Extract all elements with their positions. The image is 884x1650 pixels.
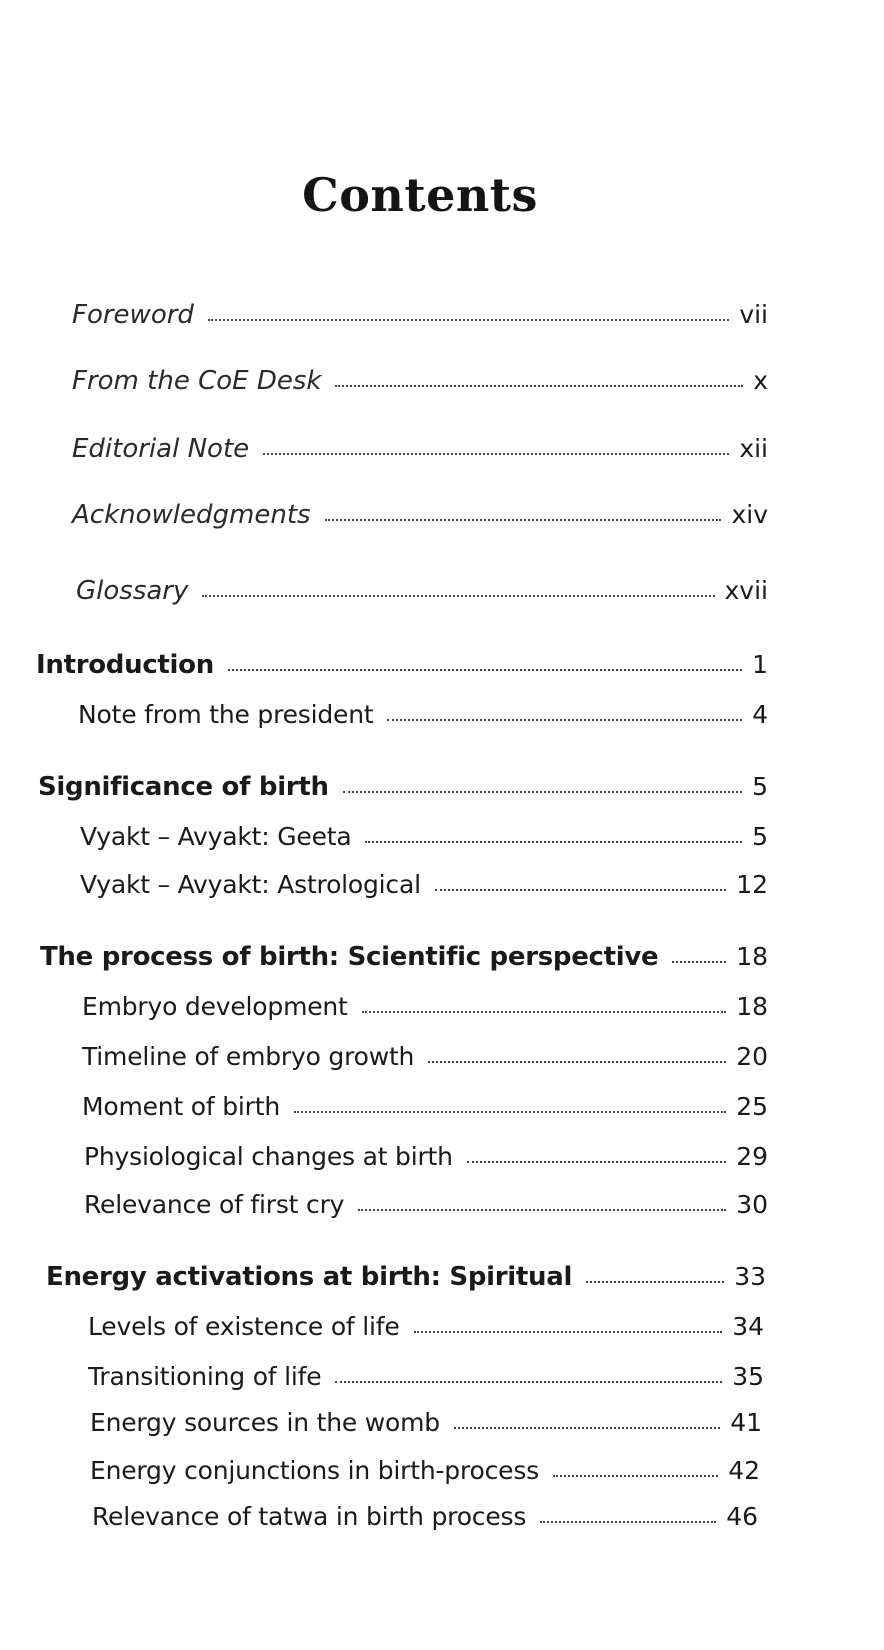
toc-section-embryo-development[interactable]	[82, 992, 768, 1021]
dot-leader	[228, 669, 742, 671]
toc-section-label: Energy conjunctions in birth-process	[90, 1456, 539, 1485]
toc-page-number: 12	[736, 870, 768, 899]
toc-entry-acknowledgments[interactable]	[72, 500, 768, 530]
toc-section-moment-of-birth[interactable]	[82, 1092, 768, 1121]
toc-page-number: 29	[736, 1142, 768, 1171]
dot-leader	[553, 1475, 718, 1477]
toc-chapter-process-of-birth[interactable]	[40, 942, 768, 972]
toc-section-label: Energy sources in the womb	[90, 1408, 440, 1437]
toc-section-physiological[interactable]	[84, 1142, 768, 1171]
toc-section-first-cry[interactable]	[84, 1190, 768, 1219]
dot-leader	[435, 889, 726, 891]
toc-chapter-label: The process of birth: Scientific perspective	[40, 942, 659, 972]
toc-chapter-label: Introduction	[36, 650, 214, 680]
toc-entry-label: Acknowledgments	[72, 500, 311, 530]
toc-page-number: x	[753, 366, 768, 395]
toc-entry-glossary[interactable]	[76, 576, 768, 606]
dot-leader	[672, 961, 726, 963]
toc-page-number: xvii	[724, 576, 768, 605]
dot-leader	[343, 791, 742, 793]
dot-leader	[202, 595, 714, 597]
toc-page-number: 20	[736, 1042, 768, 1071]
dot-leader	[387, 719, 742, 721]
toc-page-number: 5	[752, 772, 768, 801]
toc-section-label: Transitioning of life	[88, 1362, 322, 1391]
toc-entry-label: Editorial Note	[72, 434, 250, 464]
toc-section-label: Timeline of embryo growth	[82, 1042, 415, 1071]
dot-leader	[428, 1061, 726, 1063]
toc-chapter-energy-activations[interactable]	[46, 1262, 766, 1292]
toc-section-geeta[interactable]	[80, 822, 768, 851]
toc-page-number: 18	[736, 942, 768, 971]
dot-leader	[294, 1111, 726, 1113]
toc-chapter-label: Significance of birth	[38, 772, 329, 802]
toc-section-tatwa[interactable]	[92, 1502, 758, 1531]
toc-page-number: 46	[726, 1502, 758, 1531]
dot-leader	[263, 453, 729, 455]
toc-chapter-label: Energy activations at birth: Spiritual	[46, 1262, 573, 1292]
toc-chapter-introduction[interactable]	[36, 650, 768, 680]
toc-page-number: xii	[739, 434, 768, 463]
dot-leader	[335, 1381, 722, 1383]
toc-page-number: 1	[752, 650, 768, 679]
toc-page-number: 18	[736, 992, 768, 1021]
dot-leader	[325, 519, 722, 521]
toc-section-label: Levels of existence of life	[88, 1312, 400, 1341]
toc-section-transitioning[interactable]	[88, 1362, 764, 1391]
toc-section-label: Vyakt – Avyakt: Astrological	[80, 870, 421, 899]
dot-leader	[365, 841, 742, 843]
toc-section-label: Embryo development	[82, 992, 348, 1021]
dot-leader	[362, 1011, 727, 1013]
toc-section-astrological[interactable]	[80, 870, 768, 899]
toc-section-energy-sources[interactable]	[90, 1408, 762, 1437]
toc-entry-foreword[interactable]	[72, 300, 768, 330]
toc-section-label: Relevance of first cry	[84, 1190, 345, 1219]
toc-entry-label: Glossary	[76, 576, 189, 606]
toc-entry-coe-desk[interactable]	[72, 366, 768, 396]
toc-section-levels-of-existence[interactable]	[88, 1312, 764, 1341]
toc-section-note-president[interactable]	[78, 700, 768, 729]
dot-leader	[208, 319, 729, 321]
toc-section-label: Physiological changes at birth	[84, 1142, 453, 1171]
dot-leader	[358, 1209, 726, 1211]
dot-leader	[454, 1427, 720, 1429]
toc-page-number: 25	[736, 1092, 768, 1121]
toc-page-number: 5	[752, 822, 768, 851]
dot-leader	[414, 1331, 723, 1333]
toc-page-number: xiv	[731, 500, 768, 529]
toc-page-number: 30	[736, 1190, 768, 1219]
dot-leader	[540, 1521, 716, 1523]
toc-chapter-significance[interactable]	[38, 772, 768, 802]
dot-leader	[586, 1281, 724, 1283]
page-title: Contents	[302, 168, 538, 222]
dot-leader	[467, 1161, 726, 1163]
toc-entry-label: Foreword	[72, 300, 194, 330]
toc-entry-editorial-note[interactable]	[72, 434, 768, 464]
toc-page-number: 42	[728, 1456, 760, 1485]
toc-section-label: Note from the president	[78, 700, 374, 729]
toc-section-timeline[interactable]	[82, 1042, 768, 1071]
toc-section-label: Relevance of tatwa in birth process	[92, 1502, 527, 1531]
toc-page-number: 34	[732, 1312, 764, 1341]
toc-page-number: 4	[752, 700, 768, 729]
toc-page-number: vii	[739, 300, 768, 329]
dot-leader	[335, 385, 743, 387]
toc-page-number: 33	[734, 1262, 766, 1291]
toc-entry-label: From the CoE Desk	[72, 366, 322, 396]
toc-page-number: 41	[730, 1408, 762, 1437]
toc-section-label: Vyakt – Avyakt: Geeta	[80, 822, 352, 851]
toc-section-label: Moment of birth	[82, 1092, 280, 1121]
toc-page-number: 35	[732, 1362, 764, 1391]
toc-section-energy-conjunctions[interactable]	[90, 1456, 760, 1485]
